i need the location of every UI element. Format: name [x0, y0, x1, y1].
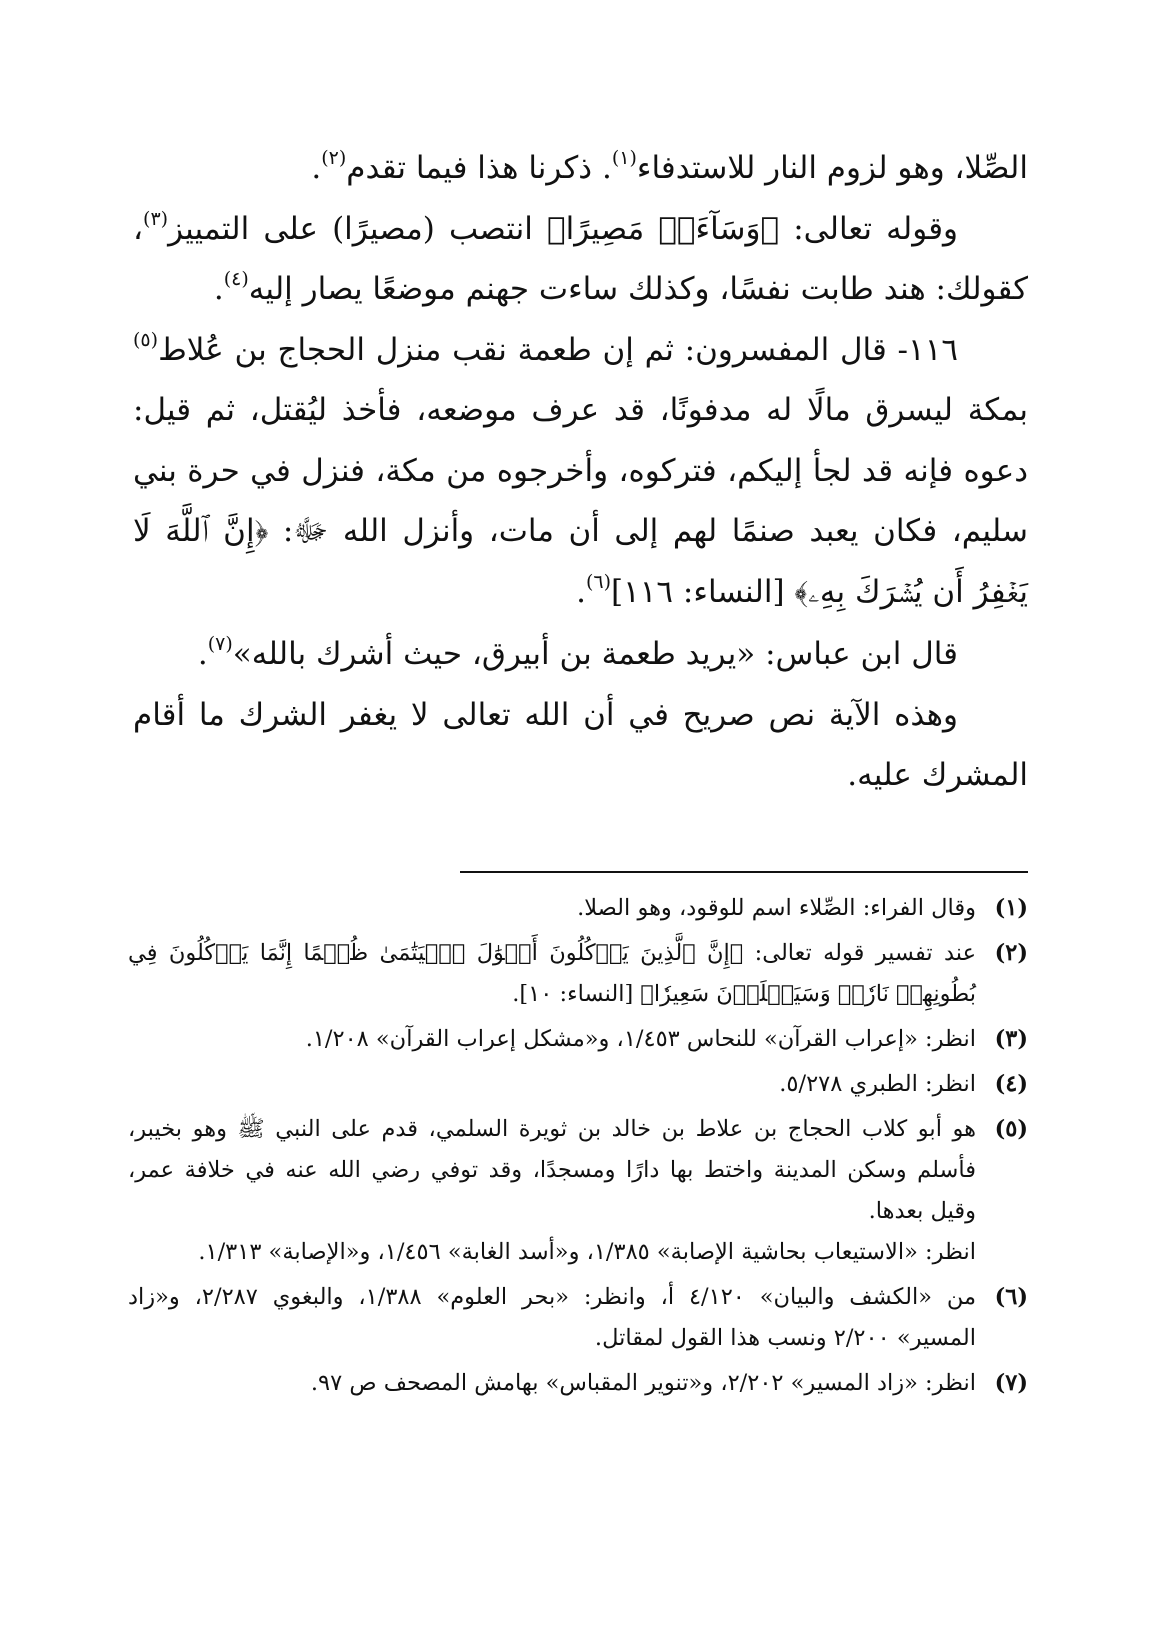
footnote-ref-6[interactable]: (٦) — [585, 570, 612, 593]
footnote-ref-1[interactable]: (١) — [611, 147, 637, 169]
text-run: . — [197, 636, 208, 672]
text-run: ، كقولك: هند طابت نفسًا، وكذلك ساءت جهنم موضعًا يصار إليه — [133, 210, 1028, 307]
footnote-number: (٣) — [994, 1026, 1028, 1052]
footnote-ref-4[interactable]: (٤) — [223, 268, 249, 290]
paragraph-2 — [133, 199, 1028, 320]
text-run: وقوله تعالى: — [779, 210, 959, 247]
paragraph-3 — [133, 320, 1028, 623]
footnote-text: انظر: «إعراب القرآن» للنحاس ١/٤٥٣، و«مشكل إعراب القرآن» ١/٢٠٨. — [305, 1026, 976, 1052]
paragraph-1 — [133, 138, 1028, 199]
text-run: . ذكرنا هذا فيما تقدم — [346, 150, 612, 186]
footnote-number: (٥) — [994, 1116, 1028, 1142]
footnote-text: هو أبو كلاب الحجاج بن علاط بن خالد بن ثويرة السلمي، قدم على النبي ﷺ وهو بخيبر، فأسلم وسكن المدينة واختط بها دارًا ومسجدًا، وقد توفي رضي الله عنه في خلافة عمر، وقيل بعدها. — [128, 1116, 976, 1224]
footnote-divider — [460, 871, 1028, 873]
footnote-number: (٢) — [994, 940, 1028, 966]
footnote-ref-2[interactable]: (٢) — [321, 147, 347, 169]
text-run: . — [576, 573, 586, 610]
footnote-number: (١) — [994, 895, 1028, 921]
footnote-5 — [128, 1109, 1028, 1273]
footnote-text: انظر: الطبري ٥/٢٧٨. — [779, 1071, 976, 1097]
footnote-ref-5[interactable]: (٥) — [133, 328, 159, 351]
paragraph-4 — [133, 624, 1028, 685]
footnote-number: (٧) — [994, 1370, 1028, 1396]
footnote-text: وقال الفراء: الصِّلاء اسم للوقود، وهو الصلا. — [577, 895, 976, 921]
footnote-text: من «الكشف والبيان» ٤/١٢٠ أ، وانظر: «بحر العلوم» ١/٣٨٨، والبغوي ٢/٢٨٧، و«زاد المسير» ٢/٢٠٠ ونسب هذا القول لمقاتل. — [128, 1284, 976, 1351]
footnote-3 — [128, 1019, 1028, 1060]
quran-verse: ﴿إِنَّ ٱللَّهَ لَا يَغۡفِرُ أَن يُشۡرَكَ بِهِۦ﴾ — [133, 513, 1028, 610]
main-text — [133, 138, 1028, 806]
footnotes — [128, 888, 1028, 1408]
text-run: بمكة ليسرق مالًا له مدفونًا، قد عرف موضعه، فأخذ ليُقتل، ثم قيل: دعوه فإنه قد لجأ إليكم، فتركوه، وأخرجوه من مكة، فنزل في حرة بني سليم، فكان يعبد صنمًا لهم إلى أن مات، وأنزل الله ﷻ: — [133, 392, 1028, 549]
footnote-1 — [128, 888, 1028, 929]
footnote-ref-3[interactable]: (٣) — [143, 207, 169, 230]
footnote-ref-7[interactable]: (٧) — [207, 633, 233, 655]
text-run: [النساء: ١١٦] — [611, 573, 795, 610]
quran-verse: ﴿وَسَآءَتۡ مَصِيرًا﴾ — [547, 210, 780, 247]
footnote-6 — [128, 1277, 1028, 1359]
text-run: ١١٦- قال المفسرون: ثم إن طعمة نقب منزل الحجاج بن عُلاط — [158, 331, 958, 368]
paragraph-5: وهذه الآية نص صريح في أن الله تعالى لا يغفر الشرك ما أقام المشرك عليه. — [133, 696, 1028, 793]
text-run: . — [213, 271, 224, 307]
footnote-text: عند تفسير قوله تعالى: ﴿إِنَّ ٱلَّذِينَ يَأۡكُلُونَ أَمۡوَٰلَ ٱلۡيَتَٰمَىٰ ظُلۡمًا إِنَّمَا يَأۡكُلُونَ فِي بُطُونِهِمۡ نَارٗاۖ وَسَيَصۡلَوۡنَ سَعِيرٗا﴾ [النساء: ١٠]. — [128, 940, 976, 1007]
footnote-number: (٦) — [994, 1284, 1028, 1310]
footnote-7 — [128, 1363, 1028, 1404]
footnote-4 — [128, 1064, 1028, 1105]
footnote-number: (٤) — [994, 1071, 1028, 1097]
text-run: الصِّلا، وهو لزوم النار للاستدفاء — [636, 150, 1028, 186]
footnote-text: انظر: «الاستيعاب بحاشية الإصابة» ١/٣٨٥، و«أسد الغابة» ١/٤٥٦، و«الإصابة» ١/٣١٣. — [198, 1239, 976, 1265]
footnote-text: انظر: «زاد المسير» ٢/٢٠٢، و«تنوير المقباس» بهامش المصحف ص ٩٧. — [310, 1370, 976, 1396]
footnote-2 — [128, 933, 1028, 1015]
text-run: . — [311, 150, 322, 186]
text-run: قال ابن عباس: «يريد طعمة بن أبيرق، حيث أشرك بالله» — [232, 636, 958, 672]
text-run: انتصب (مصيرًا) على التمييز — [168, 210, 548, 247]
